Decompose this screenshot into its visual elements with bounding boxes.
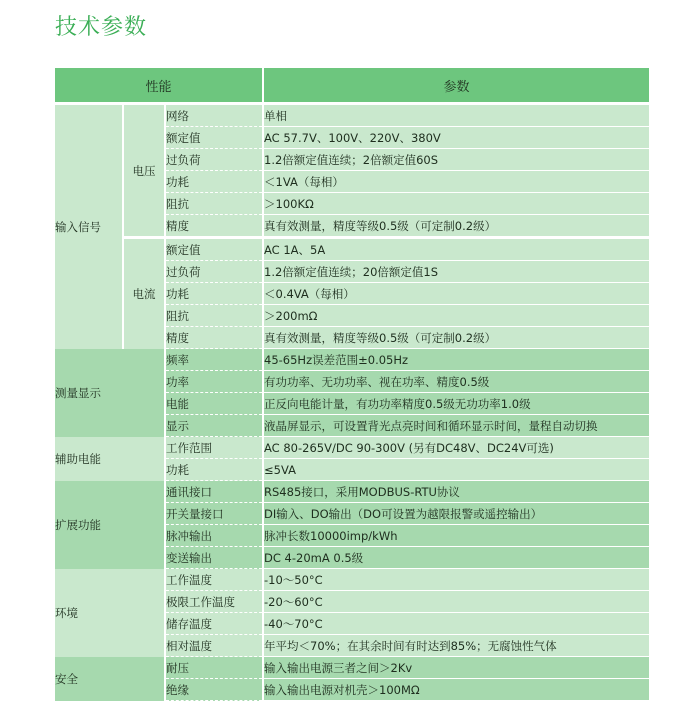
parameter-value: 真有效测量，精度等级0.5级（可定制0.2级） <box>263 327 649 349</box>
group-label: 测量显示 <box>55 349 165 437</box>
parameter-value: -10～50°C <box>263 569 649 591</box>
parameter-name: 耐压 <box>165 657 263 679</box>
parameter-name: 功耗 <box>165 459 263 481</box>
parameter-value: 脉冲长数10000imp/kWh <box>263 525 649 547</box>
parameter-name: 额定值 <box>165 238 263 261</box>
page-title: 技术参数 <box>55 15 148 40</box>
parameter-name: 阻抗 <box>165 305 263 327</box>
parameter-value: 单相 <box>263 104 649 127</box>
parameter-value: 年平均＜70%；在其余时间有时达到85%；无腐蚀性气体 <box>263 635 649 657</box>
parameter-value: -20～60°C <box>263 591 649 613</box>
table-header-row <box>55 68 649 104</box>
parameter-value: ＞100KΩ <box>263 193 649 215</box>
parameter-value: AC 57.7V、100V、220V、380V <box>263 127 649 149</box>
parameter-name: 过负荷 <box>165 149 263 171</box>
parameter-name: 通讯接口 <box>165 481 263 503</box>
parameter-value: 1.2倍额定值连续；20倍额定值1S <box>263 261 649 283</box>
parameter-name: 绝缘 <box>165 679 263 701</box>
parameter-name: 显示 <box>165 415 263 437</box>
parameter-name: 脉冲输出 <box>165 525 263 547</box>
parameter-value: DC 4-20mA 0.5级 <box>263 547 649 569</box>
parameter-value: ＜1VA（每相） <box>263 171 649 193</box>
parameter-value: RS485接口，采用MODBUS-RTU协议 <box>263 481 649 503</box>
group-label: 扩展功能 <box>55 481 165 569</box>
parameter-value: ＜0.4VA（每相） <box>263 283 649 305</box>
parameter-name: 极限工作温度 <box>165 591 263 613</box>
parameter-name: 电能 <box>165 393 263 415</box>
parameter-value: 正反向电能计量，有功功率精度0.5级无功功率1.0级 <box>263 393 649 415</box>
table-row <box>55 481 649 503</box>
parameter-value: 45-65Hz误差范围±0.05Hz <box>263 349 649 371</box>
parameter-name: 额定值 <box>165 127 263 149</box>
parameter-value: ≤5VA <box>263 459 649 481</box>
subgroup-label: 电压 <box>123 104 165 238</box>
parameter-name: 阻抗 <box>165 193 263 215</box>
parameter-name: 精度 <box>165 215 263 238</box>
parameter-value: DI输入、DO输出（DO可设置为越限报警或遥控输出） <box>263 503 649 525</box>
parameter-name: 工作温度 <box>165 569 263 591</box>
group-label: 安全 <box>55 657 165 701</box>
table-row <box>55 657 649 679</box>
parameter-value: ＞200mΩ <box>263 305 649 327</box>
parameter-value: 真有效测量，精度等级0.5级（可定制0.2级） <box>263 215 649 238</box>
parameter-name: 储存温度 <box>165 613 263 635</box>
parameter-name: 功率 <box>165 371 263 393</box>
spec-table-body <box>55 104 649 701</box>
parameter-name: 功耗 <box>165 171 263 193</box>
header-performance: 性能 <box>55 68 263 104</box>
parameter-value: 输入输出电源对机壳＞100MΩ <box>263 679 649 701</box>
spec-table <box>55 68 649 701</box>
parameter-name: 功耗 <box>165 283 263 305</box>
parameter-name: 过负荷 <box>165 261 263 283</box>
table-row <box>55 238 649 261</box>
group-label: 输入信号 <box>55 104 123 349</box>
parameter-value: 有功功率、无功功率、视在功率、精度0.5级 <box>263 371 649 393</box>
parameter-name: 网络 <box>165 104 263 127</box>
subgroup-label: 电流 <box>123 238 165 349</box>
parameter-value: AC 1A、5A <box>263 238 649 261</box>
parameter-name: 工作范围 <box>165 437 263 459</box>
table-row <box>55 349 649 371</box>
parameter-value: AC 80-265V/DC 90-300V (另有DC48V、DC24V可选) <box>263 437 649 459</box>
parameter-value: 液晶屏显示，可设置背光点亮时间和循环显示时间，量程自动切换 <box>263 415 649 437</box>
parameter-value: -40～70°C <box>263 613 649 635</box>
table-row <box>55 569 649 591</box>
parameter-name: 开关量接口 <box>165 503 263 525</box>
table-row <box>55 104 649 127</box>
parameter-name: 频率 <box>165 349 263 371</box>
parameter-name: 变送输出 <box>165 547 263 569</box>
parameter-value: 输入输出电源三者之间＞2Kv <box>263 657 649 679</box>
parameter-name: 相对温度 <box>165 635 263 657</box>
parameter-value: 1.2倍额定值连续；2倍额定值60S <box>263 149 649 171</box>
table-row <box>55 437 649 459</box>
parameter-name: 精度 <box>165 327 263 349</box>
group-label: 辅助电能 <box>55 437 165 481</box>
header-parameters: 参数 <box>263 68 649 104</box>
group-label: 环境 <box>55 569 165 657</box>
